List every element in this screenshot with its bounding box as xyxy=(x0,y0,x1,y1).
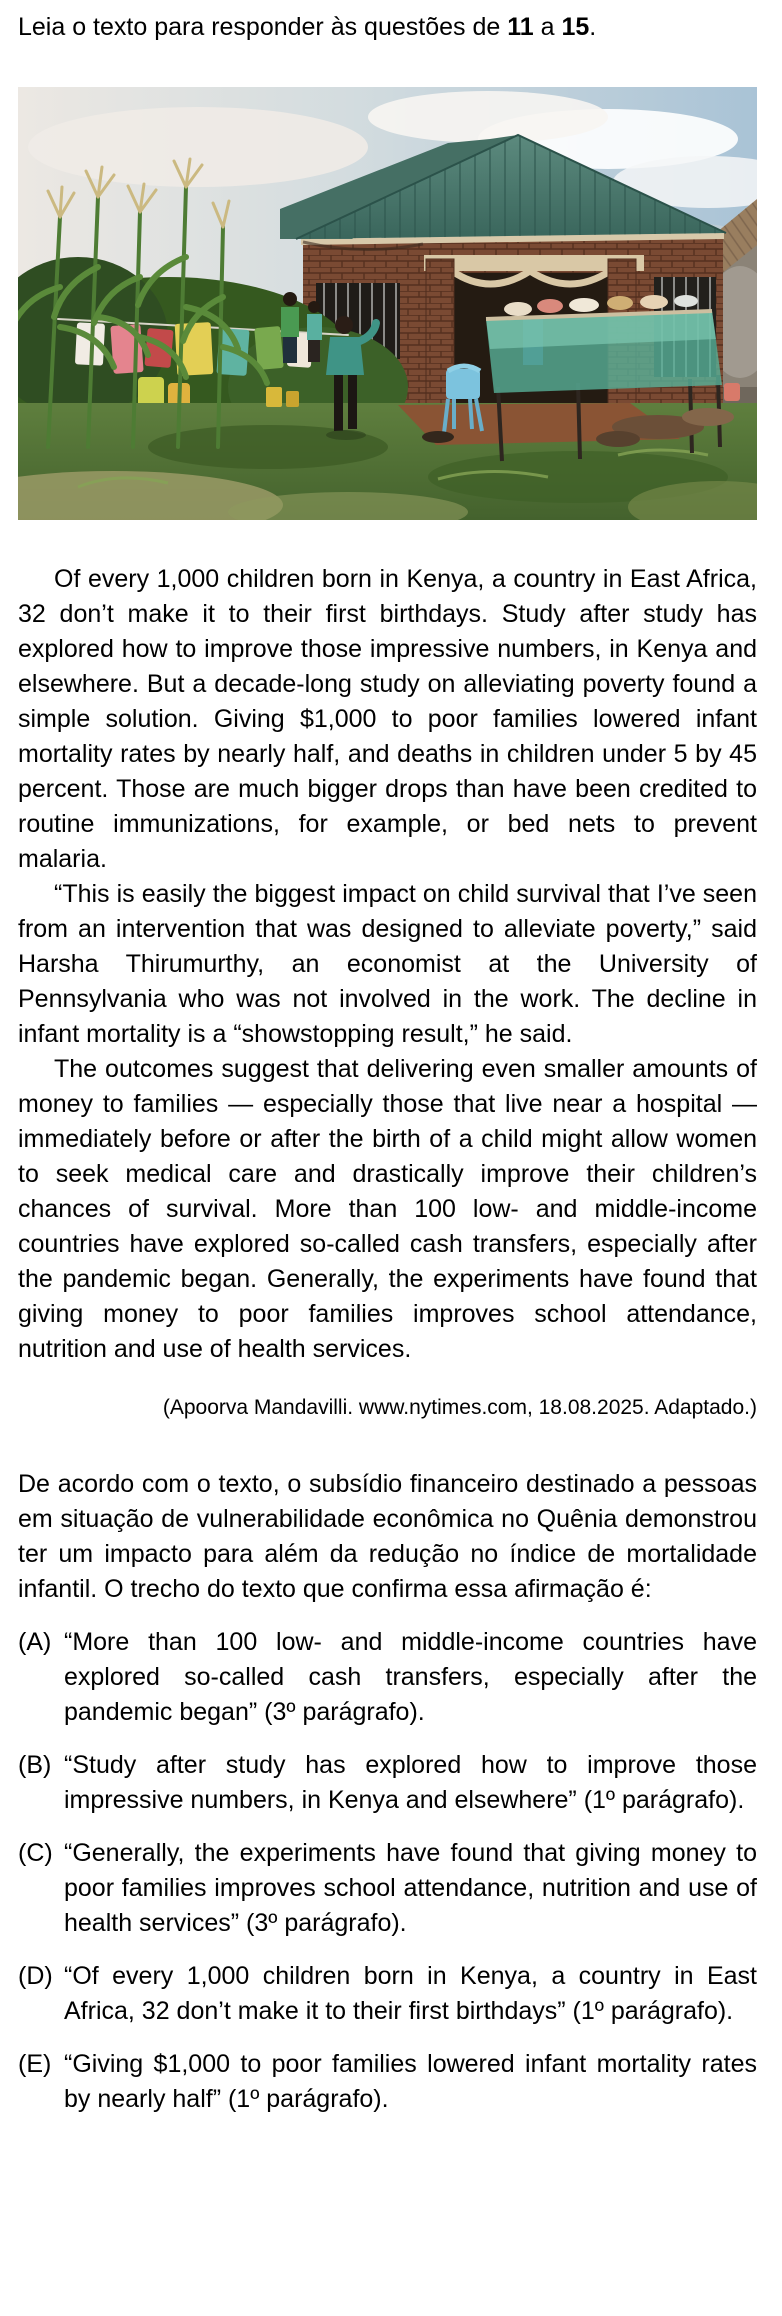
jerrycan xyxy=(266,387,282,407)
question-stem: De acordo com o texto, o subsídio financeiro destinado a pessoas em situação de vulnerabilidade econômica no Quênia demonstrou ter um impacto para além da redução no índice de mortalidade infantil. O trecho do texto que confirma essa afirmação é: xyxy=(18,1470,757,1603)
article-paragraph-2: “This is easily the biggest impact on child survival that I’ve seen from an intervention that was designed to alleviate poverty,” said Harsha Thirumurthy, an economist at the University of Pennsylvania who was not involved in the work. The decline in infant mortality is a “showstopping result,” he said. xyxy=(18,880,757,1048)
option-a xyxy=(18,1625,757,1730)
option-d-label: (D) xyxy=(18,1962,53,1990)
instruction-period: . xyxy=(589,13,597,41)
option-c-text: “Generally, the experiments have found that giving money to poor families improves school attendance, nutrition and use of health services” (3º parágrafo). xyxy=(64,1839,757,1937)
option-d-text: “Of every 1,000 children born in Kenya, a country in East Africa, 32 don’t make it to their first birthdays” (1º parágrafo). xyxy=(64,1962,757,2025)
option-a-label: (A) xyxy=(18,1628,52,1656)
option-a-text: “More than 100 low- and middle-income countries have explored so-called cash transfers, especially after the pandemic began” (3º parágrafo). xyxy=(64,1628,757,1726)
option-e xyxy=(18,2047,757,2117)
article-paragraph-3: The outcomes suggest that delivering even smaller amounts of money to families — especially those that live near a hospital — immediately before or after the birth of a child might allow women to seek medical care and drastically improve their children’s chances of survival. More than 100 low- and middle-income countries have explored so-called cash transfers, especially after the pandemic began. Generally, the experiments have found that giving money to poor families improves school attendance, nutrition and use of health services. xyxy=(18,1055,757,1363)
option-e-text: “Giving $1,000 to poor families lowered infant mortality rates by nearly half” (1º parágrafo). xyxy=(64,2050,757,2113)
option-b-text: “Study after study has explored how to improve those impressive numbers, in Kenya and elsewhere” (1º parágrafo). xyxy=(64,1751,757,1814)
kenya-house-photo-illustration xyxy=(18,87,757,520)
article-photo xyxy=(18,87,757,520)
instruction-text: Leia o texto para responder às questões de xyxy=(18,13,508,41)
article-paragraph-1: Of every 1,000 children born in Kenya, a country in East Africa, 32 don’t make it to their first birthdays. Study after study has explored how to improve those impressive numbers, in Kenya and elsewhere. But a decade-long study on alleviating poverty found a simple solution. Giving $1,000 to poor families lowered infant mortality rates by nearly half, and deaths in children under 5 by 45 percent. Those are much bigger drops than have been credited to routine immunizations, for example, or bed nets to prevent malaria. xyxy=(18,565,757,873)
option-c-label: (C) xyxy=(18,1839,53,1867)
option-b xyxy=(18,1748,757,1818)
question-range-start: 11 xyxy=(507,13,534,41)
reading-text xyxy=(18,562,757,1421)
instruction-mid: a xyxy=(533,13,562,41)
question-range-end: 15 xyxy=(561,13,590,41)
option-c xyxy=(18,1836,757,1941)
option-e-label: (E) xyxy=(18,2050,52,2078)
answer-options xyxy=(18,1625,757,2117)
option-b-label: (B) xyxy=(18,1751,52,1779)
option-d xyxy=(18,1959,757,2029)
instruction-line xyxy=(18,12,757,43)
source-attribution: (Apoorva Mandavilli. www.nytimes.com, 18.08.2025. Adaptado.) xyxy=(162,1396,757,1419)
